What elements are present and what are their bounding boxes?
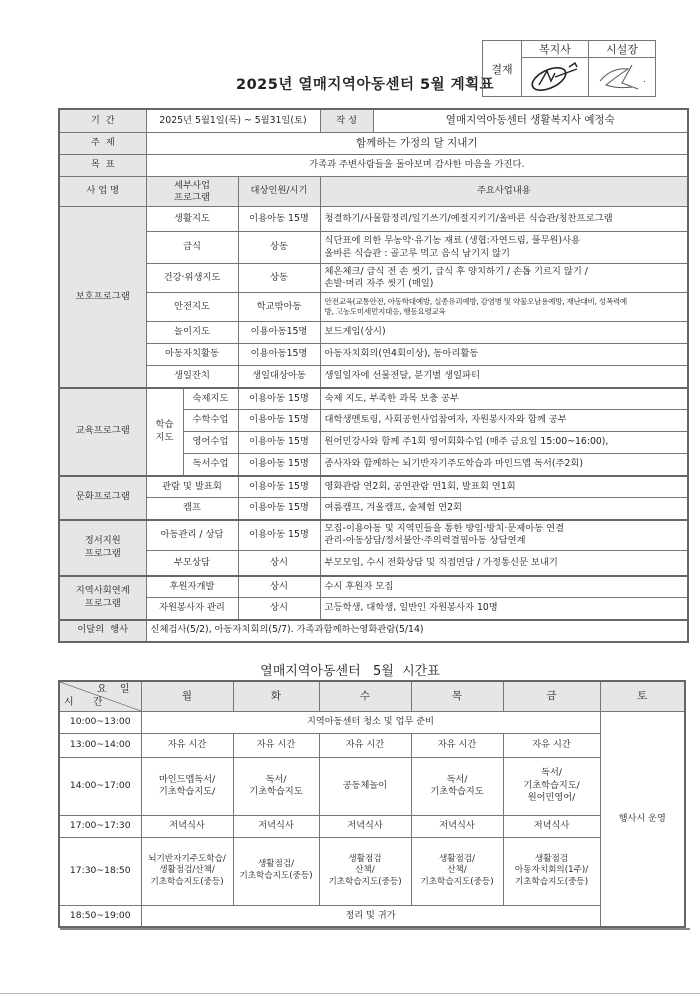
content: 영화관람 연2회, 공연관람 연1회, 발표회 연1회 <box>320 476 688 498</box>
schedule-cell: 생활점검/ 산책/ 기초학습지도(중등) <box>411 837 503 905</box>
target: 이용아동15명 <box>238 322 320 344</box>
plan-table <box>58 108 689 643</box>
period-label: 기 간 <box>59 109 146 133</box>
schedule-cell: 자유 시간 <box>503 733 600 757</box>
program: 부모상담 <box>146 551 238 576</box>
goal-label: 목 표 <box>59 155 146 177</box>
day-header: 수 <box>319 681 411 711</box>
approval-label: 결재 <box>483 41 522 97</box>
target: 상시 <box>238 598 320 620</box>
author-label: 작 성 <box>321 110 374 132</box>
target: 학교밖아동 <box>238 293 320 322</box>
education-name: 교육프로그램 <box>59 388 146 476</box>
schedule-cell: 저녁식사 <box>411 815 503 837</box>
corner-day-label: 요 일 <box>97 684 135 695</box>
target: 생일대상아동 <box>238 366 320 388</box>
schedule-cell: 공동체놀이 <box>319 757 411 815</box>
day-header: 토 <box>600 681 685 711</box>
content: 고등학생, 대학생, 일반인 자원봉사자 10명 <box>320 598 688 620</box>
content: 원어민강사와 함께 주1회 영어회화수업 (매주 금요일 15:00~16:00), <box>320 432 688 454</box>
content: 부모모임, 수시 전화상담 및 직접면담 / 가정통신문 보내기 <box>320 551 688 576</box>
saturday-cell: 행사시 운영 <box>600 711 685 927</box>
signature-icon <box>525 59 585 93</box>
content: 숙제 지도, 부족한 과목 보충 공부 <box>320 388 688 410</box>
program: 생일잔치 <box>146 366 238 388</box>
day-header: 목 <box>411 681 503 711</box>
target: 이용아동 15명 <box>238 498 320 520</box>
corner-time-label: 시 간 <box>64 697 111 708</box>
content: 보드게임(상시) <box>320 322 688 344</box>
approval-col-welfare: 복지사 <box>522 41 589 58</box>
time-cell: 10:00~13:00 <box>59 711 141 733</box>
schedule-cell: 저녁식사 <box>503 815 600 837</box>
document-title: 2025년 열매지역아동센터 5월 계획표 <box>236 77 495 93</box>
community-name: 지역사회연계 프로그램 <box>59 576 146 620</box>
schedule-cell: 저녁식사 <box>233 815 319 837</box>
header-business: 사 업 명 <box>59 177 146 207</box>
events-label: 이달의 행사 <box>59 620 146 642</box>
schedule-cell: 자유 시간 <box>233 733 319 757</box>
program: 급식 <box>146 232 238 264</box>
program: 숙제지도 <box>183 388 238 410</box>
content: 모집-이용아동 및 지역민들을 통한 방임·방치·문제아동 연결 관리-아동상담/정서불안·주의력결핍아동 상담연계 <box>320 520 688 551</box>
target: 상시 <box>238 551 320 576</box>
approval-box <box>482 40 656 97</box>
header-target: 대상인원/시기 <box>238 177 320 207</box>
signature-icon <box>592 59 652 93</box>
target: 이용아동 15명 <box>238 388 320 410</box>
theme-value: 함께하는 가정의 달 지내기 <box>146 133 688 155</box>
content: 안전교육(교통안전, 아동학대예방, 실종유괴예방, 감염병 및 약물오남용예방, 재난대비, 성폭력예 방, 고농도미세먼지대응, 행동요령교육 <box>320 293 688 322</box>
program: 관람 및 발표회 <box>146 476 238 498</box>
target: 상시 <box>238 576 320 598</box>
content: 생일일자에 선물전달, 분기별 생일파티 <box>320 366 688 388</box>
schedule-cell: 독서/ 기초학습지도 <box>411 757 503 815</box>
schedule-cell: 생활점검 아동자치회의(1주)/ 기초학습지도(중등) <box>503 837 600 905</box>
span-cell: 지역아동센터 청소 및 업무 준비 <box>141 711 600 733</box>
schedule-cell: 저녁식사 <box>141 815 233 837</box>
program: 캠프 <box>146 498 238 520</box>
events-value: 신체검사(5/2), 아동자치회의(5/7). 가족과함께하는영화관람(5/14) <box>146 620 688 642</box>
schedule-cell: 독서/ 기초학습지도 <box>233 757 319 815</box>
content: 수시 후원자 모집 <box>320 576 688 598</box>
schedule-cell: 저녁식사 <box>319 815 411 837</box>
schedule-cell: 생활점검 산책/ 기초학습지도(중등) <box>319 837 411 905</box>
time-cell: 18:50~19:00 <box>59 905 141 927</box>
time-cell: 17:30~18:50 <box>59 837 141 905</box>
program: 아동자치활동 <box>146 344 238 366</box>
content: 종사자와 함께하는 뇌기반자기주도학습과 마인드맵 독서(주2회) <box>320 454 688 476</box>
span-cell: 정리 및 귀가 <box>141 905 600 927</box>
timetable-title: 열매지역아동센터 5월 시간표 <box>260 664 440 679</box>
program: 안전지도 <box>146 293 238 322</box>
content: 여름캠프, 겨울캠프, 숲체험 연2회 <box>320 498 688 520</box>
program: 놀이지도 <box>146 322 238 344</box>
education-group: 학습 지도 <box>146 388 183 476</box>
header-content: 주요사업내용 <box>320 177 688 207</box>
target: 이용아동 15명 <box>238 432 320 454</box>
schedule-cell: 자유 시간 <box>411 733 503 757</box>
schedule-cell: 뇌기반자기주도학습/ 생활점검/산책/ 기초학습지도(중등) <box>141 837 233 905</box>
program: 아동관리 / 상담 <box>146 520 238 551</box>
theme-label: 주 제 <box>59 133 146 155</box>
approval-col-director: 시설장 <box>589 41 656 58</box>
target: 이용아동 15명 <box>238 520 320 551</box>
content: 대학생멘토링, 사회공헌사업참여자, 자원봉사자와 함께 공부 <box>320 410 688 432</box>
time-cell: 13:00~14:00 <box>59 733 141 757</box>
header-program: 세부사업 프로그램 <box>146 177 238 207</box>
program: 생활지도 <box>146 207 238 232</box>
schedule-cell: 독서/ 기초학습지도/ 원어민영어/ <box>503 757 600 815</box>
schedule-cell: 마인드맵독서/ 기초학습지도/ <box>141 757 233 815</box>
period-value: 2025년 5월1일(목) ~ 5월31일(토) <box>146 109 320 133</box>
program: 건강·위생지도 <box>146 264 238 293</box>
time-cell: 14:00~17:00 <box>59 757 141 815</box>
content: 식단표에 의한 무농약·유기농 재료 (생협:자연드림, 풀무원)사용 올바른 식습관 : 골고루 먹고 음식 남기지 않기 <box>320 232 688 264</box>
timetable <box>58 680 686 928</box>
day-header: 화 <box>233 681 319 711</box>
program: 영어수업 <box>183 432 238 454</box>
program: 독서수업 <box>183 454 238 476</box>
day-header: 금 <box>503 681 600 711</box>
divider <box>0 993 700 994</box>
timetable-corner <box>59 681 141 711</box>
schedule-cell: 자유 시간 <box>319 733 411 757</box>
program: 후원자개발 <box>146 576 238 598</box>
protection-name: 보호프로그램 <box>59 207 146 388</box>
program: 자원봉사자 관리 <box>146 598 238 620</box>
target: 이용아동 15명 <box>238 454 320 476</box>
day-header: 월 <box>141 681 233 711</box>
target: 상동 <box>238 232 320 264</box>
target: 이용아동 15명 <box>238 207 320 232</box>
author-value: 열매지역아동센터 생활복지사 예정숙 <box>445 114 615 127</box>
content: 청결하기/사물함정리/일기쓰기/예절지키기/올바른 식습관/칭찬프로그램 <box>320 207 688 232</box>
target: 이용아동15명 <box>238 344 320 366</box>
time-cell: 17:00~17:30 <box>59 815 141 837</box>
culture-name: 문화프로그램 <box>59 476 146 520</box>
emotion-name: 정서지원 프로그램 <box>59 520 146 576</box>
content: 체온체크/ 급식 전 손 씻기, 급식 후 양치하기 / 손톱 기르지 않기 / 손발·머리 자주 씻기 (매일) <box>320 264 688 293</box>
target: 이용아동 15명 <box>238 410 320 432</box>
divider <box>60 928 690 930</box>
signature-director <box>589 58 656 97</box>
goal-value: 가족과 주변사람들을 돌아보며 감사한 마음을 가진다. <box>146 155 688 177</box>
schedule-cell: 생활점검/ 기초학습지도(중등) <box>233 837 319 905</box>
target: 상동 <box>238 264 320 293</box>
schedule-cell: 자유 시간 <box>141 733 233 757</box>
signature-welfare <box>522 58 589 97</box>
content: 아동자치회의(연4회이상), 동아리활동 <box>320 344 688 366</box>
target: 이용아동 15명 <box>238 476 320 498</box>
program: 수학수업 <box>183 410 238 432</box>
